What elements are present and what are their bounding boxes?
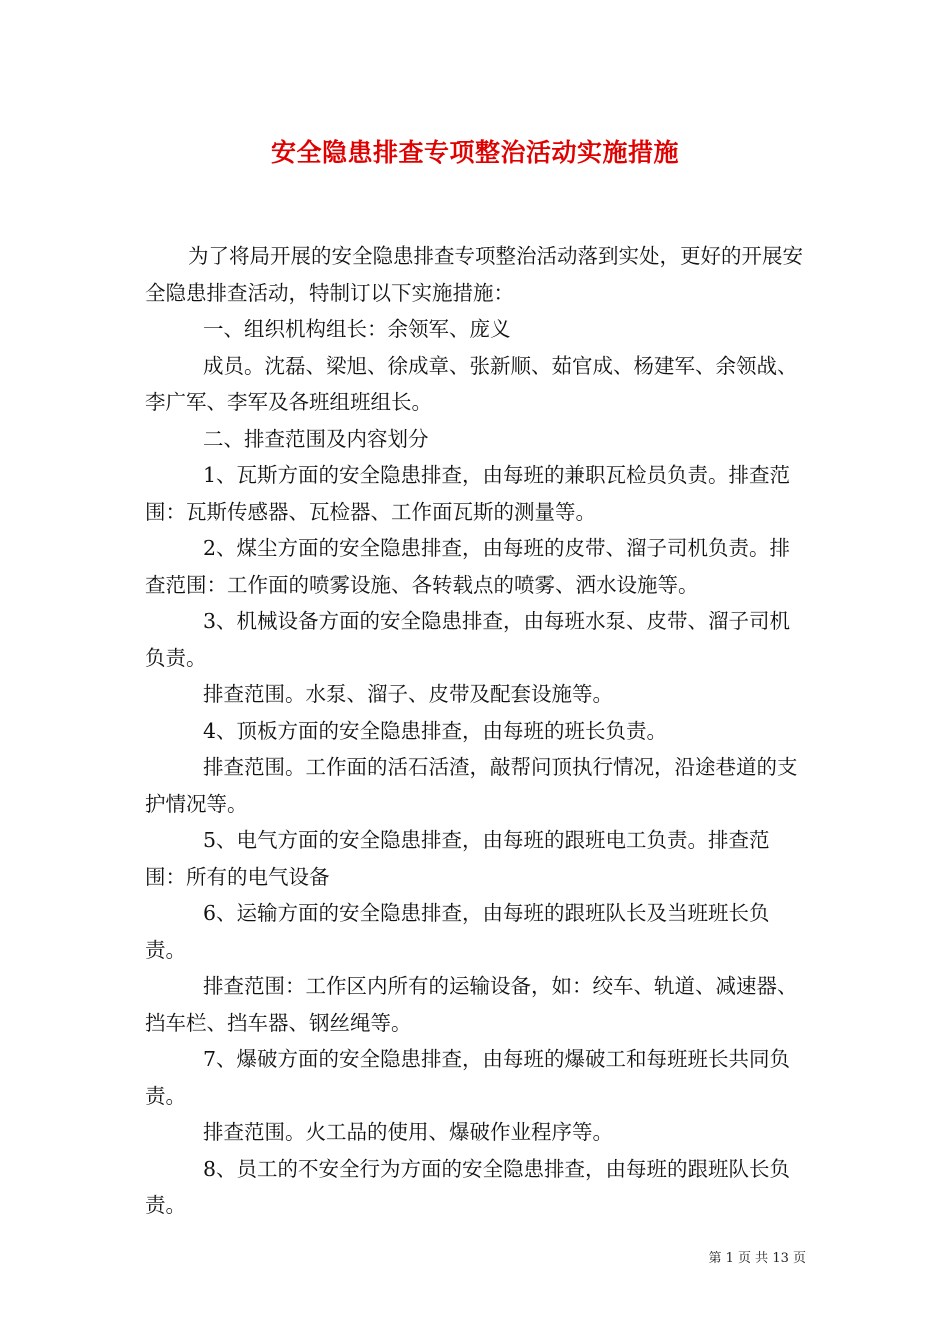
paragraph-item-8: 8、员工的不安全行为方面的安全隐患排查，由每班的跟班队长负责。 [145,1156,791,1217]
document-title: 安全隐患排查专项整治活动实施措施 [270,138,679,167]
page-number: 第 1 页 共 13 页 [708,1251,806,1266]
paragraph-item-6-scope: 排查范围：工作区内所有的运输设备，如：绞车、轨道、减速器、挡车栏、挡车器、钢丝绳等。 [145,974,798,1035]
paragraph-item-3-scope: 排查范围。水泵、溜子、皮带及配套设施等。 [203,682,613,706]
paragraph-members: 成员。沈磊、梁旭、徐成章、张新顺、茹官成、杨建军、余领战、李广军、李军及各班组班组长。 [145,353,798,414]
paragraph-item-7-scope: 排查范围。火工品的使用、爆破作业程序等。 [203,1120,613,1144]
paragraph-item-2: 2、煤尘方面的安全隐患排查，由每班的皮带、溜子司机负责。排查范围：工作面的喷雾设施、各转载点的喷雾、洒水设施等。 [145,536,791,597]
paragraph-item-6: 6、运输方面的安全隐患排查，由每班的跟班队长及当班班长负责。 [145,901,770,962]
paragraph-item-5: 5、电气方面的安全隐患排查，由每班的跟班电工负责。排查范围：所有的电气设备 [145,828,770,889]
paragraph-item-1: 1、瓦斯方面的安全隐患排查，由每班的兼职瓦检员负责。排查范围：瓦斯传感器、瓦检器、工作面瓦斯的测量等。 [145,463,791,524]
paragraph-intro: 为了将局开展的安全隐患排查专项整治活动落到实处，更好的开展安全隐患排查活动，特制订以下实施措施： [145,244,803,305]
paragraph-organization: 一、组织机构组长：余领军、庞义 [203,317,511,341]
paragraph-item-7: 7、爆破方面的安全隐患排查，由每班的爆破工和每班班长共同负责。 [145,1047,791,1108]
paragraph-item-4-scope: 排查范围。工作面的活石活渣，敲帮问顶执行情况，沿途巷道的支护情况等。 [145,755,798,816]
paragraph-scope-heading: 二、排查范围及内容划分 [203,426,429,451]
document-body [145,238,810,1224]
paragraph-item-4: 4、顶板方面的安全隐患排查，由每班的班长负责。 [203,718,668,743]
paragraph-item-3: 3、机械设备方面的安全隐患排查，由每班水泵、皮带、溜子司机负责。 [145,609,791,670]
